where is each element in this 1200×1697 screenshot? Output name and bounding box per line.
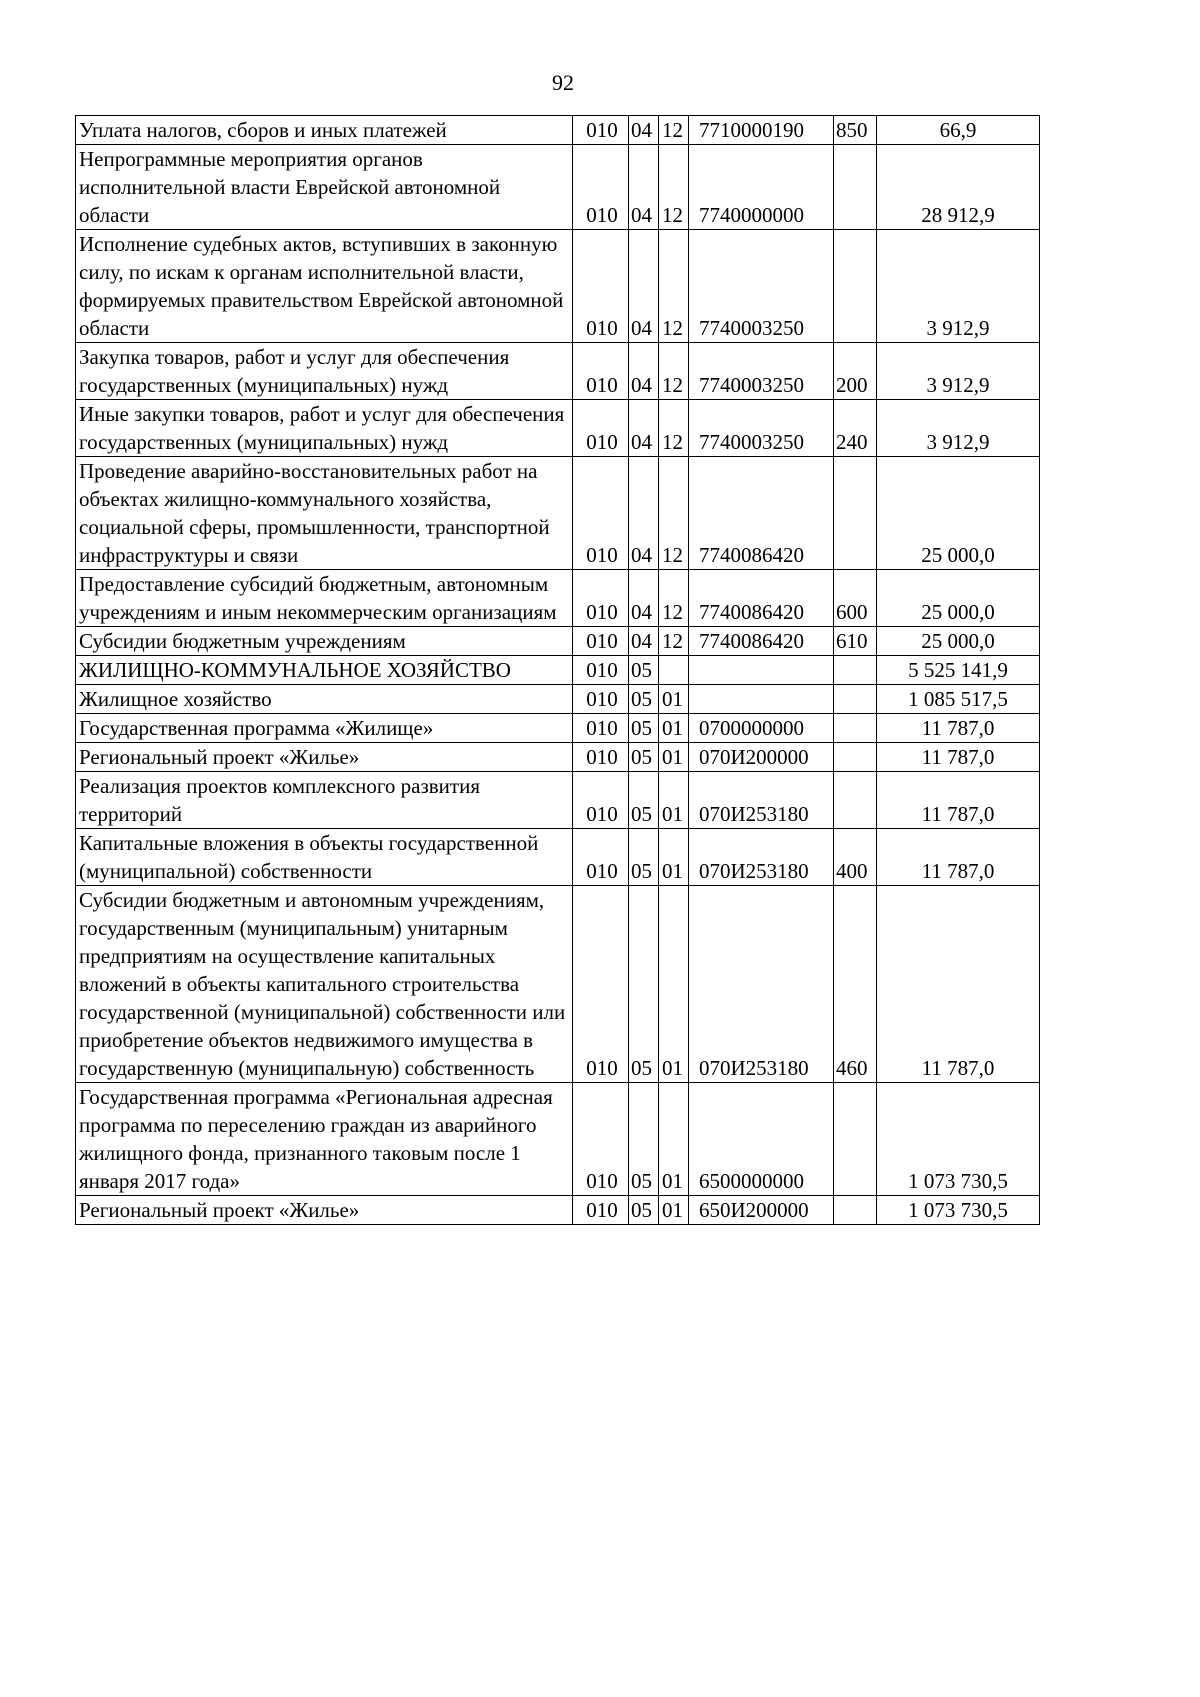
row-sum: 28 912,9: [877, 145, 1040, 230]
row-expense-type: 610: [834, 627, 877, 656]
row-sum: 1 085 517,5: [877, 685, 1040, 714]
row-expense-type: [834, 743, 877, 772]
row-sum: 11 787,0: [877, 772, 1040, 829]
row-name: Иные закупки товаров, работ и услуг для обеспечения государственных (муниципальных) нужд: [76, 400, 573, 457]
row-target-article: 070И253180: [689, 829, 834, 886]
row-ministry-code: 010: [573, 145, 629, 230]
row-target-article: 7740003250: [689, 230, 834, 343]
row-target-article: 7740003250: [689, 400, 834, 457]
row-expense-type: [834, 685, 877, 714]
table-row: [76, 829, 1040, 886]
row-name: Субсидии бюджетным и автономным учреждениям, государственным (муниципальным) унитарным предприятиям на осуществление капитальных вложений в объекты капитального строительства государственной (муниципальной) собственности или приобретение объектов недвижимого имущества в государственную (муниципальную) собственность: [76, 886, 573, 1083]
row-expense-type: 850: [834, 116, 877, 145]
row-sum: 3 912,9: [877, 230, 1040, 343]
table-row: [76, 400, 1040, 457]
row-expense-type: [834, 1083, 877, 1196]
row-ministry-code: 010: [573, 627, 629, 656]
row-ministry-code: 010: [573, 829, 629, 886]
row-subsection: 01: [659, 743, 689, 772]
row-name: Проведение аварийно-восстановительных работ на объектах жилищно-коммунального хозяйства, социальной сферы, промышленности, транспортной инфраструктуры и связи: [76, 457, 573, 570]
row-target-article: 6500000000: [689, 1083, 834, 1196]
row-subsection: 01: [659, 829, 689, 886]
row-sum: 1 073 730,5: [877, 1083, 1040, 1196]
row-sum: 3 912,9: [877, 343, 1040, 400]
row-subsection: 01: [659, 1196, 689, 1225]
row-target-article: 070И253180: [689, 772, 834, 829]
row-section: 05: [629, 1196, 659, 1225]
row-ministry-code: 010: [573, 457, 629, 570]
row-target-article: 7740003250: [689, 343, 834, 400]
table-row: [76, 656, 1040, 685]
row-subsection: 12: [659, 230, 689, 343]
row-section: 04: [629, 145, 659, 230]
row-subsection: 12: [659, 627, 689, 656]
row-name: Закупка товаров, работ и услуг для обеспечения государственных (муниципальных) нужд: [76, 343, 573, 400]
row-ministry-code: 010: [573, 743, 629, 772]
table-row: [76, 1083, 1040, 1196]
row-expense-type: [834, 1196, 877, 1225]
row-section: 05: [629, 829, 659, 886]
row-sum: 25 000,0: [877, 570, 1040, 627]
table-row: [76, 772, 1040, 829]
row-expense-type: 600: [834, 570, 877, 627]
row-ministry-code: 010: [573, 1083, 629, 1196]
row-target-article: [689, 685, 834, 714]
row-ministry-code: 010: [573, 400, 629, 457]
row-ministry-code: 010: [573, 656, 629, 685]
row-ministry-code: 010: [573, 116, 629, 145]
budget-table: [75, 115, 1040, 1225]
row-section: 05: [629, 886, 659, 1083]
row-name: Государственная программа «Региональная адресная программа по переселению граждан из аварийного жилищного фонда, признанного таковым после 1 января 2017 года»: [76, 1083, 573, 1196]
row-section: 05: [629, 772, 659, 829]
row-section: 04: [629, 570, 659, 627]
row-ministry-code: 010: [573, 570, 629, 627]
row-subsection: 01: [659, 1083, 689, 1196]
table-row: [76, 886, 1040, 1083]
row-ministry-code: 010: [573, 685, 629, 714]
row-ministry-code: 010: [573, 886, 629, 1083]
row-section: 05: [629, 685, 659, 714]
row-subsection: 12: [659, 343, 689, 400]
row-section: 05: [629, 714, 659, 743]
row-section: 05: [629, 1083, 659, 1196]
row-expense-type: [834, 457, 877, 570]
table-row: [76, 570, 1040, 627]
row-ministry-code: 010: [573, 714, 629, 743]
row-section: 04: [629, 457, 659, 570]
row-section: 04: [629, 343, 659, 400]
row-name: Непрограммные мероприятия органов исполнительной власти Еврейской автономной области: [76, 145, 573, 230]
row-name: Государственная программа «Жилище»: [76, 714, 573, 743]
row-subsection: 01: [659, 772, 689, 829]
row-target-article: 7740086420: [689, 457, 834, 570]
row-subsection: 12: [659, 400, 689, 457]
row-target-article: 7710000190: [689, 116, 834, 145]
row-subsection: 01: [659, 685, 689, 714]
table-row: [76, 343, 1040, 400]
table-row: [76, 116, 1040, 145]
row-name: Уплата налогов, сборов и иных платежей: [76, 116, 573, 145]
row-sum: 5 525 141,9: [877, 656, 1040, 685]
budget-table-body: [76, 116, 1040, 1225]
row-section: 04: [629, 627, 659, 656]
row-target-article: 0700000000: [689, 714, 834, 743]
row-subsection: 01: [659, 886, 689, 1083]
table-row: [76, 627, 1040, 656]
row-section: 04: [629, 230, 659, 343]
row-expense-type: [834, 772, 877, 829]
row-sum: 11 787,0: [877, 714, 1040, 743]
table-row: [76, 230, 1040, 343]
row-name: Предоставление субсидий бюджетным, автономным учреждениям и иным некоммерческим организациям: [76, 570, 573, 627]
row-subsection: 01: [659, 714, 689, 743]
row-target-article: 7740000000: [689, 145, 834, 230]
row-target-article: [689, 656, 834, 685]
table-row: [76, 743, 1040, 772]
row-expense-type: [834, 714, 877, 743]
row-expense-type: [834, 145, 877, 230]
row-target-article: 650И200000: [689, 1196, 834, 1225]
row-sum: 11 787,0: [877, 829, 1040, 886]
row-target-article: 070И200000: [689, 743, 834, 772]
row-sum: 25 000,0: [877, 457, 1040, 570]
row-name: Капитальные вложения в объекты государственной (муниципальной) собственности: [76, 829, 573, 886]
row-subsection: [659, 656, 689, 685]
row-target-article: 7740086420: [689, 627, 834, 656]
row-ministry-code: 010: [573, 230, 629, 343]
table-row: [76, 714, 1040, 743]
row-expense-type: 240: [834, 400, 877, 457]
row-sum: 11 787,0: [877, 886, 1040, 1083]
row-sum: 1 073 730,5: [877, 1196, 1040, 1225]
table-row: [76, 145, 1040, 230]
row-sum: 25 000,0: [877, 627, 1040, 656]
row-subsection: 12: [659, 116, 689, 145]
row-ministry-code: 010: [573, 1196, 629, 1225]
row-name: Исполнение судебных актов, вступивших в законную силу, по искам к органам исполнительной власти, формируемых правительством Еврейской автономной области: [76, 230, 573, 343]
row-subsection: 12: [659, 457, 689, 570]
row-name: Субсидии бюджетным учреждениям: [76, 627, 573, 656]
row-section: 05: [629, 656, 659, 685]
row-sum: 3 912,9: [877, 400, 1040, 457]
row-sum: 66,9: [877, 116, 1040, 145]
table-row: [76, 1196, 1040, 1225]
row-name: Региональный проект «Жилье»: [76, 743, 573, 772]
row-name: ЖИЛИЩНО-КОММУНАЛЬНОЕ ХОЗЯЙСТВО: [76, 656, 573, 685]
row-name: Региональный проект «Жилье»: [76, 1196, 573, 1225]
row-expense-type: [834, 230, 877, 343]
row-subsection: 12: [659, 145, 689, 230]
row-ministry-code: 010: [573, 772, 629, 829]
row-target-article: 7740086420: [689, 570, 834, 627]
row-name: Реализация проектов комплексного развития территорий: [76, 772, 573, 829]
row-section: 04: [629, 116, 659, 145]
page-number: 92: [552, 70, 574, 95]
row-expense-type: 200: [834, 343, 877, 400]
row-section: 05: [629, 743, 659, 772]
row-expense-type: 400: [834, 829, 877, 886]
row-target-article: 070И253180: [689, 886, 834, 1083]
row-expense-type: [834, 656, 877, 685]
row-section: 04: [629, 400, 659, 457]
table-row: [76, 685, 1040, 714]
row-expense-type: 460: [834, 886, 877, 1083]
row-ministry-code: 010: [573, 343, 629, 400]
row-sum: 11 787,0: [877, 743, 1040, 772]
row-subsection: 12: [659, 570, 689, 627]
table-row: [76, 457, 1040, 570]
row-name: Жилищное хозяйство: [76, 685, 573, 714]
